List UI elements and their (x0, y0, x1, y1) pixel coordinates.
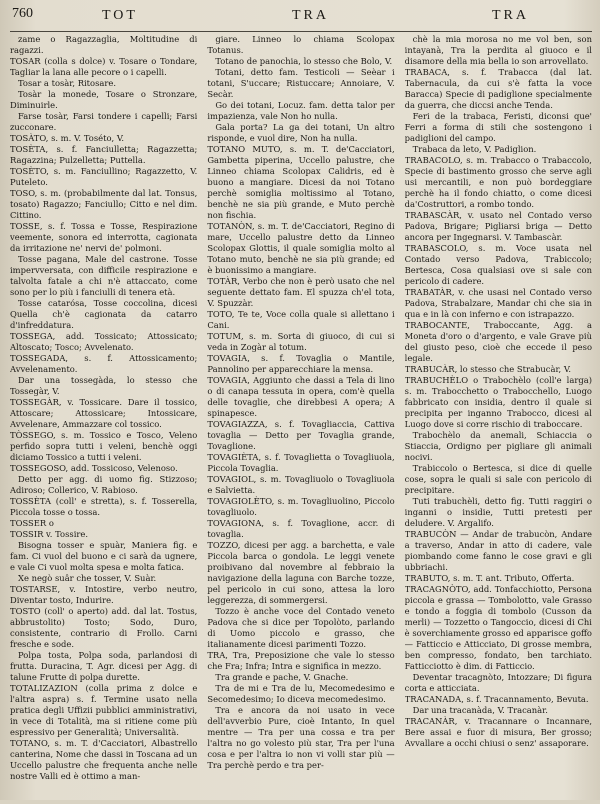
dictionary-entry: TRABACOLO, s. m. Trabacco o Trabaccolo, Specie di bastimento grosso che serve agli usi mercantili, e non può bordeggiare perchè ha il fondo chiatto, o come dicesi da'Costruttori, a rombo tondo. (404, 155, 592, 209)
dictionary-entry: Trabochèlo da anemali, Schiaccia o Stiaccia, Ordigno per pigliare gli animali nocivi. (404, 430, 592, 462)
dictionary-entry: TRABUCÒN — Andar de trabucòn, Andare a traverso, Andar in atto di cadere, vale piombando come fanno le cose gravi e gli ubbriachi. (404, 529, 592, 572)
dictionary-entry: TOVAGIÈTA, s. f. Tovaglietta o Tovagliuola, Piccola Tovaglia. (207, 452, 395, 473)
dictionary-entry: Gala porta? La ga dei totani, Un altro risponde, e vuol dire, Non ha nulla. (207, 122, 395, 143)
dictionary-entry: TRABATÀR, v. che usasi nel Contado verso Padova, Strabalzare, Mandar chi che sia in qua e in là con inferno e con istrapazzo. (404, 287, 592, 319)
dictionary-entry: Go dei totani, Locuz. fam. detta talor per impazienza, vale Non ho nulla. (207, 100, 395, 121)
dictionary-entry: TOTUM, s. m. Sorta di giuoco, di cui si veda in Zogàr al totum. (207, 331, 395, 352)
dictionary-entry: Tosse catarósa, Tosse coccolina, dicesi Quella ch'è cagionata da catarro d'infreddatura. (10, 298, 198, 330)
column-middle (207, 34, 394, 804)
dictionary-entry: chè la mia morosa no me vol ben, son intayanà, Tra la perdita al giuoco e il disamore della mia bella io son arrovellato. (404, 34, 592, 66)
dictionary-entry: TOSÈTA, s. f. Fanciulletta; Ragazzetta; Ragazzina; Pulzelletta; Puttella. (10, 144, 198, 165)
dictionary-entry: TOVAGIOL, s. m. Tovagliuolo o Tovagliuola e Salvietta. (207, 474, 395, 495)
dictionary-entry: Totano de panochia, lo stesso che Bolo, V. (215, 56, 393, 66)
dictionary-entry: TOSO, s. m. (probabilmente dal lat. Tonsus, tosato) Ragazzo; Fanciullo; Citto e nel dim. Cittino. (10, 188, 198, 220)
dictionary-entry: Tosàr la monede, Tosare o Stronzare, Diminuirle. (10, 89, 198, 110)
text-columns (10, 34, 592, 804)
dictionary-entry: TOSSER o (10, 518, 54, 528)
dictionary-entry: TOVAGIA, s. f. Tovaglia o Mantile, Pannolino per apparecchiare la mensa. (207, 353, 395, 374)
dictionary-entry: TRABOCANTE, Traboccante, Agg. a Moneta d'oro o d'argento, e vale Grave più del giusto peso, cioè che eccede il peso legale. (404, 320, 592, 363)
dictionary-entry: TÒSSEGO, s. m. Tossico e Tosco, Veleno perfido sopra tutti i veleni, benchè oggi diciamo Tossico a tutti i veleni. (10, 430, 198, 462)
dictionary-entry: TOTANO MUTO, s. m. T. de'Cacciatori, Gambetta piperina, Uccello palustre, che Linneo chiama Scolopax Calidris, ed è buono a mangiare. Dicesi da noi Totano perchè somiglia moltissimo al Totano, benchè ne sia più grande, e Muto perchè non fischia. (207, 144, 395, 220)
running-head-center: TRA (292, 8, 329, 23)
dictionary-entry: Polpa tosta, Polpa soda, parlandosi di frutta. Duracina, T. Agr. dicesi per Agg. di talune Frutte di polpa durette. (10, 650, 198, 682)
dictionary-entry: Feri de la trabaca, Feristi, diconsi que' Ferri a forma di stili che sostengono i padiglioni del campo. (404, 111, 592, 143)
dictionary-entry: TOSTO (coll' o aperto) add. dal lat. Tostus, abbrustolito) Tosto; Sodo, Duro, consistente, contrario di Frollo. Carni fresche e sode. (10, 606, 198, 649)
dictionary-entry: TRABACA, s. f. Trabacca (dal lat. Tabernacula, da cui s'è fatta la voce Baracca) Specie di padiglione specialmente da guerra, che diccsi anche Tenda. (404, 67, 592, 110)
column-left (10, 34, 197, 804)
dictionary-entry: Bisogna tosser e spuàr, Maniera fig. e fam. Ci vuol del buono e ci sarà da ugnere, e vale Ci vuol molta spesa e molta fatica. (10, 540, 198, 572)
dictionary-entry: Tra grande e pache, V. Gnache. (215, 672, 349, 682)
dictionary-entry: TOTANÒN, s. m. T. de'Cacciatori, Regino di mare, Uccello palustre detto da Linneo Scolopax Glottis, il quale somiglia molto al Totano muto, benchè ne sia più grande; ed è buonissimo a mangiare. (207, 221, 395, 275)
dictionary-entry: TRABUCÀR, lo stesso che Strabucàr, V. (404, 364, 572, 374)
dictionary-entry: Trabiccolo o Bertesca, si dice di quelle cose, sopra le quali si sale con pericolo di precipitare. (404, 463, 592, 495)
header-rule (10, 31, 592, 32)
page-number: 760 (12, 6, 33, 21)
dictionary-entry: TRACANADA, s. f. Tracannamento, Bevuta. (404, 694, 589, 704)
dictionary-entry: zame o Ragazzaglia, Moltitudine di ragazzi. (10, 34, 198, 55)
dictionary-entry: Farse tosàr, Farsi tondere i capelli; Farsi zucconare. (10, 111, 198, 132)
dictionary-entry: Dar una tossegàda, lo stesso che Tossegàr, V. (10, 375, 198, 396)
dictionary-entry: Totani, detto fam. Testicoli — Seèar i totani, S'uccare; Ristuccare; Annoiare, V. Secàr. (207, 67, 395, 99)
dictionary-entry: Deventar tracagnòto, Intozzare; Di figura corta e atticciata. (404, 672, 592, 693)
dictionary-entry: TRABASCÀR, v. usato nel Contado verso Padova, Brigare; Pigliarsi briga — Detto ancora per Ingegnarsi. V. Tambascàr. (404, 210, 592, 242)
dictionary-entry: TOSAR (colla s dolce) v. Tosare o Tondare, Tagliar la lana alle pecore o i capelli. (10, 56, 198, 77)
dictionary-entry: TOTO, Te te, Voce colla quale si allettano i Cani. (207, 309, 395, 330)
dictionary-entry: TOVAGIA, Aggiunto che dassi a Tela di lino o di canapa tessuta in opera, com'è quella delle tovaglie, che direbbesi A opera; A spinapesce. (207, 375, 395, 418)
dictionary-entry: TOTÀR, Verbo che non è però usato che nel seguente dettato fam. El spuzza ch'el tota, V. Spuzzàr. (207, 276, 395, 308)
dictionary-entry: TOZZO, dicesi per agg. a barchetta, e vale Piccola barca o gondola. Le leggi venete proibivano dal novembre al febbraio la navigazione della laguna con Barche tozze, pel pericolo in cui sono, attesa la loro leggerezza, di sommergersi. (207, 540, 395, 605)
dictionary-entry: Trabaca da leto, V. Padiglion. (412, 144, 537, 154)
dictionary-entry: TOSSEGA, add. Tossicato; Attossicato; Altoscato; Tosco; Avvelenato. (10, 331, 198, 352)
dictionary-entry: TOSSEGOSO, add. Tossicoso, Velenoso. (10, 463, 178, 473)
running-head-left: TOT (102, 8, 138, 23)
dictionary-entry: TRA, Tra, Preposizione che vale lo stesso che Fra; Infra; Intra e significa in mezzo. (207, 650, 395, 671)
dictionary-entry: TOVAGIAZZA, s. f. Tovagliaccia, Cattiva tovaglia — Detto per Tovaglia grande, Tovaglione. (207, 419, 395, 451)
dictionary-entry: Tuti trabuchèli, detto fig. Tutti raggiri o inganni o insidie, Tutti pretesti per deludere. V. Argalifo. (404, 496, 592, 528)
dictionary-entry: giare. Linneo lo chiama Scolopax Totanus. (207, 34, 395, 55)
dictionary-entry: TOVAGIOLÈTO, s. m. Tovagliuolino, Piccolo tovagliuolo. (207, 496, 395, 517)
column-right (405, 34, 592, 804)
dictionary-entry: TOSSEGADA, s. f. Attossicamento; Avvelenamento. (10, 353, 198, 374)
dictionary-entry: TOSÀTO, s. m. V. Toséto, V. (10, 133, 125, 143)
dictionary-entry: TRABUCHÈLO o Trabochèlo (coll'e larga) s. m. Trabocchetto o Trabocchello, Luogo fabbricato con insidia, dentro il quale si precipita per inganno Trabocco, dicesi al Luogo dove si corre rischio di traboccare. (404, 375, 592, 429)
dictionary-entry: TOTALIZAZION (colla prima z dolce e l'altra aspra) s. f. Termine usato nella pratica degli Uffizii pubblici amministrativi, in vece di Totalità, ma si ritiene come più espressivo per Generalità; Universalità. (10, 683, 198, 737)
dictionary-entry: TOTANO, s. m. T. d'Cacciatori, Albastrello canterina, Nome che dassi in Toscana ad un Uccello palustre che frequenta anche nelle nostre Valli ed è ottimo a man- (10, 738, 198, 781)
page-header (10, 4, 592, 28)
dictionary-entry: TOSTARSE, v. Intostire, verbo neutro, Diventar tosto, Indurire. (10, 584, 198, 605)
dictionary-entry: Tozzo è anche voce del Contado veneto Padova che si dice per Topolòto, parlando di Uomo piccolo e grasso, che italianamente dicesi parimenti Tozzo. (207, 606, 395, 649)
dictionary-entry: TRABASCOLO, s. m. Voce usata nel Contado verso Padova, Trabiccolo; Bertesca, Cosa qualsiasi ove si sale con pericolo di cadere. (404, 243, 592, 286)
dictionary-entry: TOVAGIONA, s. f. Tovaglione, accr. di tovaglia. (207, 518, 395, 539)
dictionary-entry: TOSSE, s. f. Tossa e Tosse, Respirazione veemente, sonora ed interrotta, cagionata da irritazione ne' nervi de' polmoni. (10, 221, 198, 253)
dictionary-entry: Detto per agg. di uomo fig. Stizzoso; Adiroso; Collerico, V. Rabioso. (10, 474, 198, 495)
dictionary-entry: Tosar a tosàr, Ritosare. (18, 78, 116, 88)
dictionary-entry: TOSSÈTA (coll' e stretta), s. f. Tosserella, Piccola tosse o tossa. (10, 496, 198, 517)
dictionary-entry: Tra e ancora da noi usato in vece dell'avverbio Pure, cioè Intanto, In quel mentre — Tra per una cossa e tra per l'altra no go volesto più star, Tra per l'una cosa e per l'altra io non vi volli star più — Tra perchè perdo e tra per- (207, 705, 395, 770)
running-head-right: TRA (492, 8, 529, 23)
dictionary-entry: Tosse pagana, Male del castrone. Tosse impervversata, con difficile respirazione e talvolta fatale a chi n'è attaccato, come sono per lo più i fanciulli di tenera età. (10, 254, 198, 297)
dictionary-entry: Xe negò suâr che tosser, V. Suàr. (18, 573, 157, 583)
dictionary-entry: TOSSEGÀR, v. Tossicare. Dare il tossico, Attoscare; Attossicare; Intossicare, Avvelenare, Ammazzare col tossico. (10, 397, 198, 429)
dictionary-entry: TOSÈTO, s. m. Fanciullino; Ragazzetto, V. Puteleto. (10, 166, 198, 187)
dictionary-entry: TOSSIR v. Tossire. (10, 529, 88, 539)
dictionary-entry: TRACAGNÒTO, add. Tonfacchiotto, Persona piccola e grassa — Tombolotto, vale Grasso e tondo a foggia di tombolo (Cusson da merli) — Tozzetto o Tangoccio, dicesi di Chi è soverchiamente grosso ed apparisce goffo — Fatticcio e Atticciato, Di grosse membra, ben compresso, fondato, ben tarchiato. Fatticciotto è dim. di Fatticcio. (404, 584, 592, 671)
dictionary-entry: Tra de mi e Tra de lu, Mecomedesimo e Secomedesimo; Io diceva mecomedesimo. (207, 683, 395, 704)
dictionary-entry: Dar una tracanàda, V. Tracanàr. (412, 705, 548, 715)
dictionary-entry: TRABUTO, s. m. T. ant. Tributo, Offerta. (404, 573, 575, 583)
dictionary-entry: TRACANÀR, v. Tracannare o Incannare, Bere assai e fuor di misura, Ber grosso; Avvallare a occhi chiusi o senz' assaporare. (404, 716, 592, 748)
